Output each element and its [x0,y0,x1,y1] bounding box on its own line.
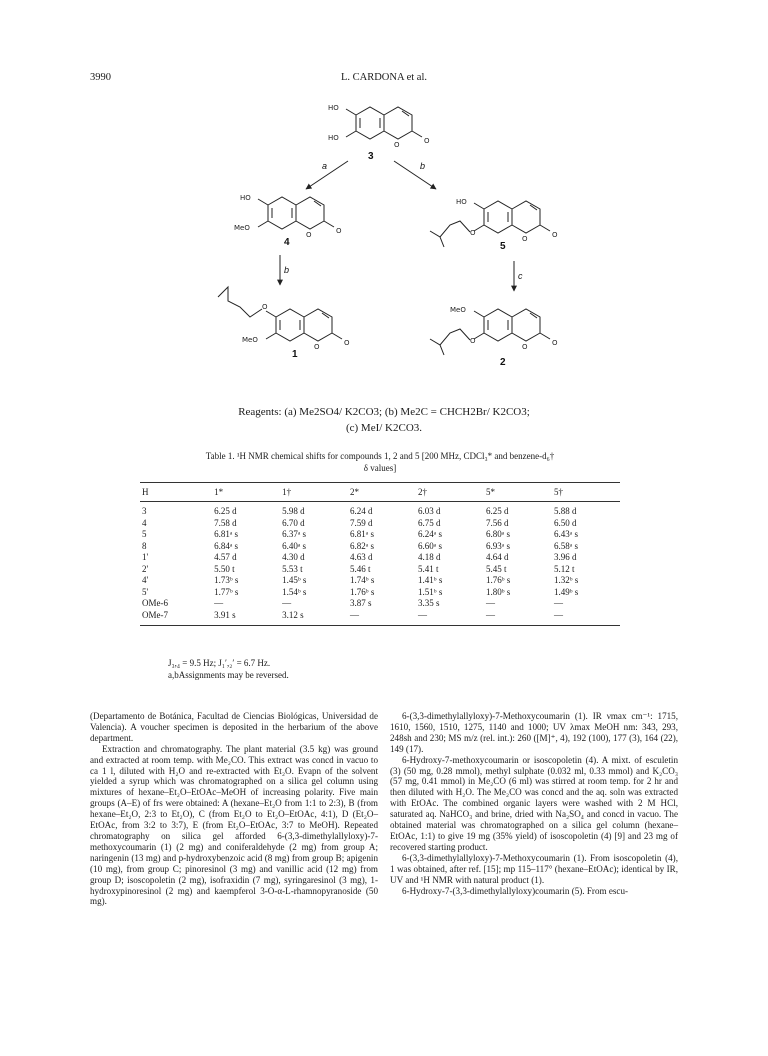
table-row [140,529,620,541]
table-row [140,541,620,553]
compound-3-ho-label: HO [328,104,339,112]
table-cell: 3.91 s [212,610,280,626]
table-cell: 1' [142,552,149,562]
table-cell: — [282,598,292,608]
table-cell: 6.24 d [350,506,373,516]
table-row [140,552,620,564]
table-cell: 8 [142,540,147,551]
table-cell: 6.58ᵃ s [554,540,578,551]
table-cell: 6.84ᵃ s [214,540,239,551]
compound-4-meo-label: MeO [234,224,250,232]
table-cell: 5 [142,529,147,539]
paragraph: 6-(3,3-dimethylallyloxy)-7-Methoxycoumarin (1). IR νmax cm⁻¹: 1715, 1610, 1560, 1510, 1275, 1140 and 1000; UV λmax MeOH nm: 343, 293, 248sh and 230; MS m/z (rel. int.): 260 ([M]⁺, 4), 192 (100), 177 (3), 164 (22), 149 (17). [390,711,678,754]
compound-3-structure [328,104,430,149]
table-cell: 5.88 d [554,506,577,516]
arrow-b-label-down: b [284,265,290,275]
col-header-h: H [140,483,212,502]
compound-1-meo-label: MeO [242,336,258,344]
paragraph: 6-Hydroxy-7-(3,3-dimethylallyloxy)coumarin (5). From escu- [402,885,629,896]
compound-2-meo-label: MeO [450,306,466,314]
table-cell: OMe-6 [142,598,168,608]
table-cell: — [214,598,224,608]
table-cell: 6.80ᵃ s [486,529,510,539]
table-cell: 6.93ᵃ s [486,540,510,551]
compound-2-o-label-2: O [552,339,558,347]
arrow-b-label-right: b [420,161,426,171]
body-column-right [390,711,678,896]
table-cell: 7.58 d [214,517,237,528]
page-number: 3990 [90,72,111,83]
compound-3-ho-label-2: HO [328,134,339,142]
compound-5-o-label: O [522,235,528,243]
arrow-a-label: a [322,161,328,171]
compound-1-ether-o-label: O [262,303,268,311]
table-row [140,610,620,626]
table-cell: 6.25 d [214,506,237,516]
table-cell: 1.54ᵇ s [282,586,307,597]
table-cell: 6.81ᵃ s [214,529,239,539]
compound-3-o-label-2: O [424,137,430,145]
compound-1-number: 1 [292,349,298,360]
reagents-line-2: (c) MeI/ K2CO3. [345,422,423,434]
table-cell: 3.87 s [350,598,372,608]
table-cell: 4.63 d [350,552,373,562]
compound-4-structure [234,194,342,239]
table-cell: 5.46 t [350,563,371,574]
table-cell: — [552,610,620,626]
table-cell: 1.77ᵇ s [214,586,239,597]
table-cell: 2' [142,563,149,574]
table-caption-line-1: Table 1. ¹H NMR chemical shifts for compounds 1, 2 and 5 [200 MHz, CDCl₃* and benzene-d₆† [205,451,555,461]
compound-1-o-label: O [314,343,320,351]
compound-2-ether-o-label: O [470,337,476,345]
table-cell: 6.82ᵃ s [350,540,375,551]
assignments-note: a,bAssignments may be reversed. [168,670,289,680]
table-cell: — [486,598,496,608]
compound-4-ho-label: HO [240,194,251,202]
col-header-1-benzene: 1† [280,483,348,502]
table-header-row [140,483,620,502]
table-cell: 5.53 t [282,563,303,574]
table-row [140,587,620,599]
table-cell: 5.98 d [282,506,305,516]
compound-5-o-label-2: O [552,231,558,239]
table-cell: 1.73ᵇ s [214,575,239,585]
table-cell: 6.25 d [486,506,509,516]
compound-1-o-label-2: O [344,339,350,347]
table-cell: 6.81ᵃ s [350,529,375,539]
reaction-scheme [180,95,600,395]
table-row [140,502,620,518]
table-cell: 1.32ᵇ s [554,575,579,585]
compound-5-ether-o-label: O [470,229,476,237]
reagents-line-1: Reagents: (a) Me2SO4/ K2CO3; (b) Me2C = CHCH2Br/ K2CO3; [238,406,530,418]
table-cell: 5' [142,586,149,597]
table-cell: 3 [142,506,147,516]
table-cell: — [554,598,563,608]
table-caption-line-2: δ values] [363,463,397,473]
compound-2-structure [430,306,558,355]
table-row [140,564,620,576]
table-cell: 7.56 d [486,517,509,528]
table-cell: 1.80ᵇ s [486,586,511,597]
compound-5-ho-label: HO [456,198,467,206]
compound-5-structure [430,198,558,247]
compound-4-o-label-2: O [336,227,342,235]
table-cell: 4.30 d [282,552,305,562]
table-cell: 1.76ᵇ s [350,586,375,597]
table-cell: 6.75 d [418,517,441,528]
table-caption [150,450,610,474]
table-cell: OMe-7 [140,610,212,626]
table-cell: 6.50 d [554,517,577,528]
table-cell: 4.57 d [214,552,237,562]
table-cell: 6.43ᵃ s [554,529,578,539]
table-row [140,575,620,587]
col-header-1-cdcl3: 1* [212,483,280,502]
table-cell: 6.37ᵃ s [282,529,307,539]
compound-1-structure [218,287,350,351]
compound-4-o-label: O [306,231,312,239]
table-cell: 1.41ᵇ s [418,575,443,585]
table-cell: 4 [142,517,147,528]
body-column-left [90,711,378,907]
paragraph: 6-(3,3-dimethylallyloxy)-7-Methoxycoumarin (1). From isoscopoletin (4), 1 was obtained, after ref. [15]; mp 115–117° (hexane–EtOAc); identical by IR, UV and ¹H NMR with natural product (1). [390,852,678,885]
col-header-2-cdcl3: 2* [348,483,416,502]
table-cell: 6.70 d [282,517,305,528]
table-footnotes [168,657,289,681]
table-cell: 4' [142,575,149,585]
table-cell: — [416,610,484,626]
table-cell: 5.12 t [554,563,575,574]
coupling-constants-note: J₃,₄ = 9.5 Hz; J₁′,₂′ = 6.7 Hz. [168,658,271,668]
col-header-2-benzene: 2† [416,483,484,502]
arrow-c-label: c [518,271,523,281]
col-header-5-cdcl3: 5* [484,483,552,502]
table-cell: 3.96 d [554,552,577,562]
table-row [140,518,620,530]
table-cell: 1.76ᵇ s [486,575,511,585]
table-cell: 6.40ᵃ s [282,540,307,551]
table-cell: 4.18 d [418,552,441,562]
table-cell: 6.60ᵃ s [418,540,442,551]
compound-2-o-label: O [522,343,528,351]
compound-2-number: 2 [500,357,506,368]
paragraph: 6-Hydroxy-7-methoxycoumarin or isoscopoletin (4). A mixt. of esculetin (3) (50 mg, 0.28 mmol), methyl sulphate (0.032 ml, 0.33 mmol) and K₂CO₃ (57 mg, 0.41 mmol) in Me₂CO (6 ml) was stirred at room temp. for 2 hr and then diluted with H₂O. The Me₂CO was concd and the aq. soln was extracted with EtOAc. The combined organic layers were washed with 2 M HCl, saturated aq. NaHCO₃ and brine, dried with Na₂SO₄ and concd in vacuo. The obtained material was chromatographed on a silica gel column (hexane–EtOAc, 1:1) to give 19 mg (35% yield) of isoscopoletin (4) [9] and 23 mg of recovered starting product. [390,754,678,852]
nmr-table [140,482,620,626]
table-cell: 4.64 d [486,552,509,562]
table-cell: 1.49ᵇ s [554,586,579,597]
table-cell: 1.45ᵇ s [282,575,307,585]
table-cell: 1.51ᵇ s [418,586,443,597]
paragraph: Extraction and chromatography. The plant material (3.5 kg) was ground and extracted at room temp. with Me₂CO. This extract was concd in vacuo to ca 1 l, diluted with H₂O and re-extracted with Et₂O. Evapn of the solvent yielded a syrup which was chromatographed on a silica gel column using mixtures of hexane–Et₂O–EtOAc–MeOH of increasing polarity. Five main groups (A–E) of frs were obtained: A (hexane–Et₂O from 1:1 to 2:3), B (from hexane–Et₂O, 2:3 to Et₂O), C (from Et₂O to Et₂O–EtOAc, 4:1), D (Et₂O–EtOAc, from 3:2 to 3:7), E (from Et₂O–EtOAc, 3:7 to MeOH). Repeated chromatography on silica gel afforded 6-(3,3-dimethylallyloxy)-7-methoxycoumarin (1) (2 mg) and coniferaldehyde (2 mg) from group A; naringenin (13 mg) and p-hydroxybenzoic acid (8 mg) from group B; apigenin (10 mg), from group C; pinoresinol (3 mg) and vanillic acid (12 mg) from group D; isoscopoletin (2 mg), isofraxidin (7 mg), syringaresinol (3 mg), 1-hydroxypinoresinol (2 mg) and kaempferol 3-O-α-L-rhamnopyranoside (50 mg). [90,743,378,907]
table-cell: 3.12 s [280,610,348,626]
compound-3-number: 3 [368,151,374,162]
table-cell: 5.41 t [418,563,439,574]
col-header-5-benzene: 5† [552,483,620,502]
compound-3-o-label: O [394,141,400,149]
table-cell: 5.50 t [214,563,235,574]
table-cell: 6.24ᵃ s [418,529,442,539]
running-head: L. CARDONA et al. [340,72,428,83]
compound-4-number: 4 [284,237,290,248]
paragraph: (Departamento de Botánica, Facultad de Ciencias Biológicas, Universidad de Valencia). A voucher specimen is deposited in the herbarium of the above department. [90,711,378,743]
table-cell: 5.45 t [486,563,507,574]
table-cell: 1.74ᵇ s [350,575,375,585]
table-cell: 6.03 d [418,506,441,516]
table-cell: 3.35 s [418,598,440,608]
reagents-caption [0,404,768,436]
compound-5-number: 5 [500,241,506,252]
arrow-b-right [394,161,436,189]
table-cell: — [484,610,552,626]
table-row [140,598,620,610]
table-cell: 7.59 d [350,517,373,528]
table-cell: — [348,610,416,626]
